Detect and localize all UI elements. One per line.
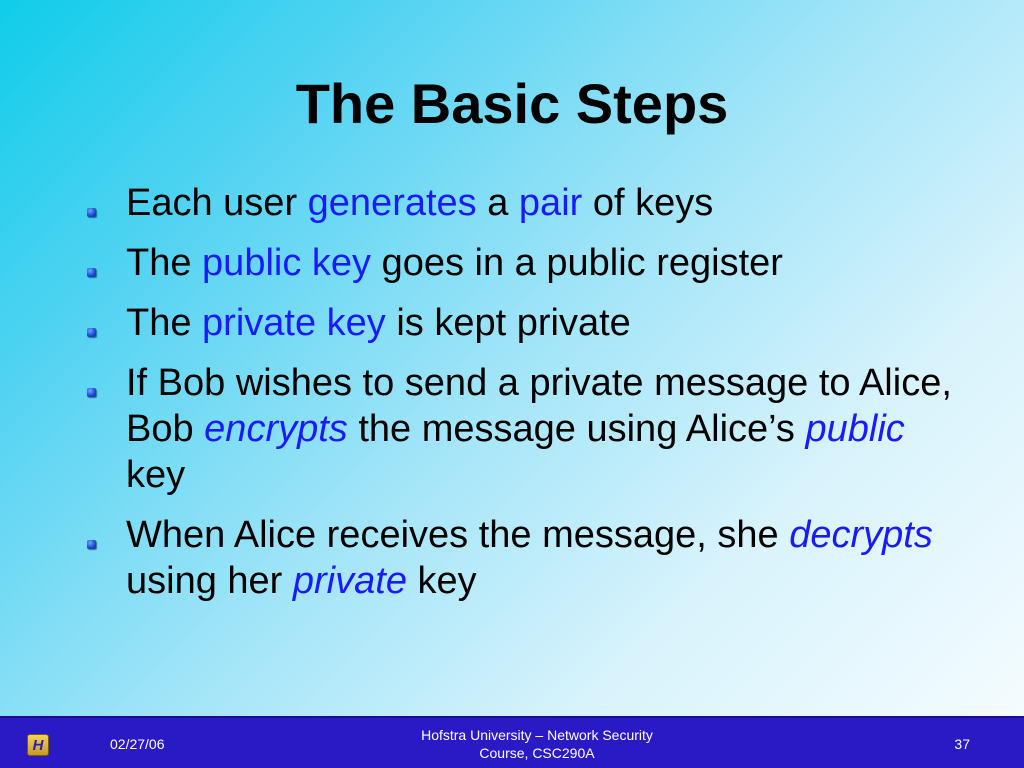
- hofstra-logo-icon: [27, 734, 49, 756]
- footer-course-info: [362, 726, 712, 762]
- bullet-marker-icon: [87, 328, 96, 337]
- bullet-text-segment: of keys: [582, 182, 714, 224]
- bullet-text-segment: The: [126, 302, 203, 344]
- bullet-text: [126, 362, 952, 496]
- highlighted-term: private: [292, 560, 407, 602]
- highlighted-term: public: [805, 408, 905, 450]
- highlighted-term: private key: [202, 302, 386, 344]
- bullet-text-segment: using her: [126, 560, 293, 602]
- highlighted-term: encrypts: [204, 408, 348, 450]
- highlighted-term: decrypts: [789, 514, 933, 556]
- slide-title: The Basic Steps: [295, 72, 729, 135]
- footer-date: 02/27/06: [110, 736, 165, 752]
- bullet-text-segment: goes in a public register: [371, 242, 783, 284]
- bullet-text-segment: key: [126, 454, 186, 496]
- slide-footer: [0, 716, 1024, 768]
- bullet-item: [80, 300, 960, 346]
- bullet-item: [80, 512, 960, 604]
- bullet-item: [80, 240, 960, 286]
- bullet-marker-icon: [87, 268, 96, 277]
- bullet-text: [126, 514, 933, 602]
- bullet-text-segment: When Alice receives the message, she: [126, 514, 790, 556]
- bullet-text-segment: The: [126, 242, 203, 284]
- page-number: 37: [954, 736, 970, 752]
- bullet-text-segment: a: [476, 182, 519, 224]
- footer-course-line-1: Hofstra University – Network Security: [421, 727, 653, 743]
- bullet-item: [80, 180, 960, 226]
- bullet-text-segment: key: [406, 560, 477, 602]
- bullet-marker-icon: [87, 208, 96, 217]
- bullet-text-segment: If Bob wishes to send a private message to Alice, Bob: [126, 362, 952, 450]
- highlighted-term: generates: [307, 182, 477, 224]
- bullet-list: [80, 180, 960, 618]
- highlighted-term: public key: [202, 242, 372, 284]
- bullet-item: [80, 360, 960, 498]
- bullet-text: [126, 242, 783, 284]
- footer-course-line-2: Course, CSC290A: [479, 745, 595, 761]
- bullet-marker-icon: [87, 388, 96, 397]
- bullet-text-segment: the message using Alice’s: [347, 408, 806, 450]
- bullet-text-segment: is kept private: [385, 302, 631, 344]
- highlighted-term: pair: [518, 182, 583, 224]
- bullet-text: [126, 302, 631, 344]
- bullet-marker-icon: [87, 540, 96, 549]
- bullet-text: [126, 182, 713, 224]
- bullet-text-segment: Each user: [126, 182, 308, 224]
- logo-letter: H: [32, 736, 44, 754]
